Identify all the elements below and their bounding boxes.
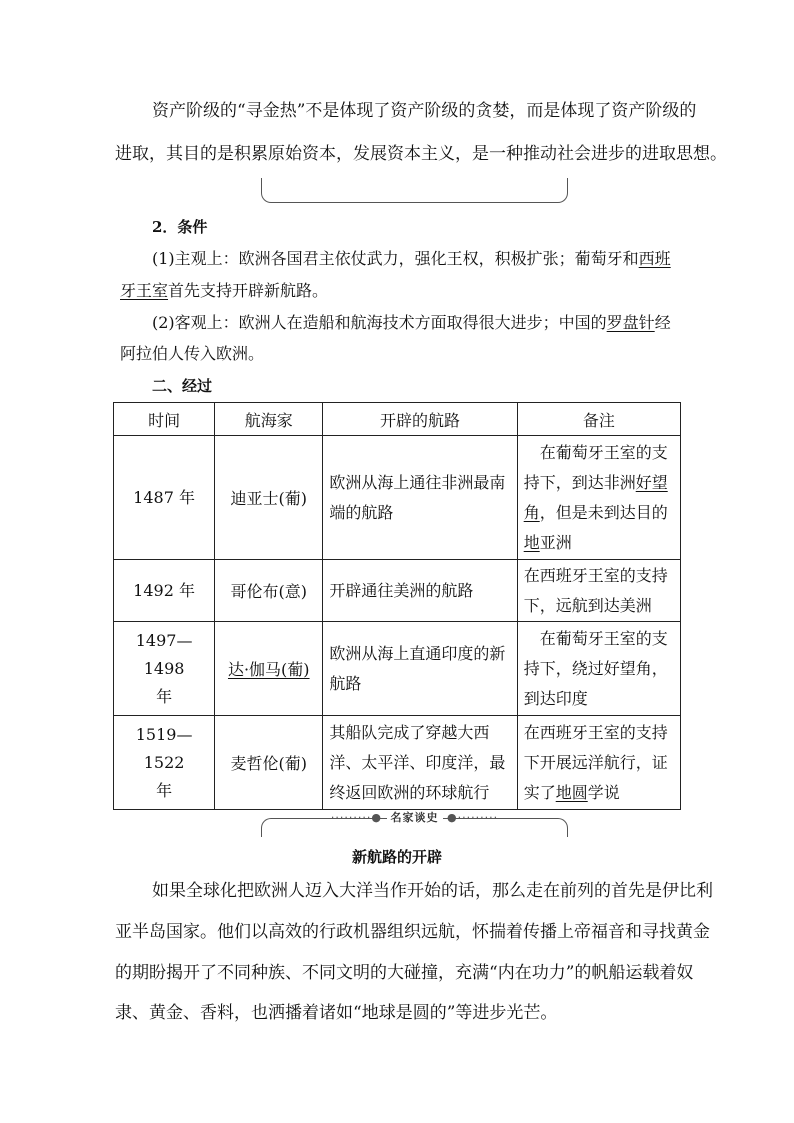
section-divider <box>261 178 568 203</box>
quote-banner <box>261 811 568 837</box>
cell-navigator: 达·伽马(葡) <box>215 622 323 716</box>
subjective-line-2: 牙王室首先支持开辟新航路。 <box>120 281 329 300</box>
underlined-term: 牙王室 <box>120 281 169 300</box>
table-row <box>114 622 681 716</box>
dot-ornament: ·········● <box>330 811 387 824</box>
intro-line-1: 资产阶级的“寻金热”不是体现了资产阶级的贪婪，而是体现了资产阶级的 <box>152 101 697 121</box>
cell-time: 1497—1498 年 <box>114 622 215 716</box>
conditions-heading: 2．条件 <box>152 218 208 236</box>
banner-label: 名家谈史 <box>387 811 443 824</box>
header-time: 时间 <box>114 403 215 436</box>
banner-title: 新航路的开辟 <box>351 848 442 866</box>
cell-note: 在西班牙王室的支持下，远航到达美洲 <box>517 560 680 622</box>
cell-note: 在西班牙王室的支持下开展远洋航行，证实了地圆学说 <box>517 716 680 810</box>
cell-time: 1492 年 <box>114 560 215 622</box>
table-row <box>114 716 681 810</box>
table-header-row <box>114 403 681 436</box>
closing-line-2: 亚半岛国家。他们以高效的行政机器组织远航，怀揣着传播上帝福音和寻找黄金 <box>115 922 710 942</box>
closing-line-3: 的期盼揭开了不同种族、不同文明的大碰撞，充满“内在功力”的帆船运载着奴 <box>115 963 694 983</box>
cell-note: 在葡萄牙王室的支持下，到达非洲好望角，但是未到达目的地亚洲 <box>517 436 680 560</box>
underlined-term: 罗盘针 <box>606 313 655 332</box>
cell-navigator: 麦哲伦(葡) <box>215 716 323 810</box>
cell-route: 其船队完成了穿越大西洋、太平洋、印度洋，最终返回欧洲的环球航行 <box>323 716 517 810</box>
cell-note: 在葡萄牙王室的支持下，绕过好望角，到达印度 <box>517 622 680 716</box>
subjective-line-1: (1)主观上：欧洲各国君主依仗武力，强化王权，积极扩张；葡萄牙和西班 <box>152 249 671 268</box>
objective-line-2: 阿拉伯人传入欧洲。 <box>120 344 265 363</box>
cell-route: 欧洲从海上直通印度的新航路 <box>323 622 517 716</box>
voyage-table <box>113 402 681 810</box>
intro-line-2: 进取，其目的是积累原始资本，发展资本主义，是一种推动社会进步的进取思想。 <box>115 144 727 164</box>
header-navigator: 航海家 <box>215 403 323 436</box>
cell-route: 开辟通往美洲的航路 <box>323 560 517 622</box>
header-note: 备注 <box>517 403 680 436</box>
cell-navigator: 哥伦布(意) <box>215 560 323 622</box>
header-route: 开辟的航路 <box>323 403 517 436</box>
underlined-term: 西班 <box>638 249 671 268</box>
process-heading: 二、经过 <box>152 377 213 395</box>
cell-navigator: 迪亚士(葡) <box>215 436 323 560</box>
cell-route: 欧洲从海上通往非洲最南端的航路 <box>323 436 517 560</box>
table-row <box>114 560 681 622</box>
dot-ornament: ●········· <box>442 811 499 824</box>
objective-line-1: (2)客观上：欧洲人在造船和航海技术方面取得很大进步；中国的罗盘针经 <box>152 313 671 332</box>
table-row <box>114 436 681 560</box>
cell-time: 1487 年 <box>114 436 215 560</box>
closing-line-1: 如果全球化把欧洲人迈入大洋当作开始的话，那么走在前列的首先是伊比利 <box>152 881 713 901</box>
closing-line-4: 隶、黄金、香料，也洒播着诸如“地球是圆的”等进步光芒。 <box>115 1003 558 1023</box>
cell-time: 1519—1522 年 <box>114 716 215 810</box>
